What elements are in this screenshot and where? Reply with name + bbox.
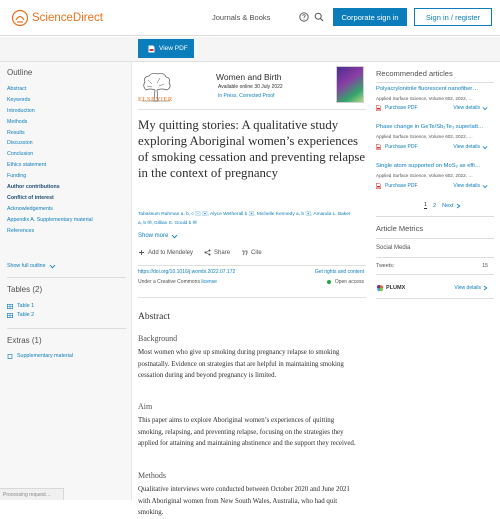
chevron-down-icon (482, 106, 488, 111)
view-details-label: View details (453, 144, 480, 150)
help-icon[interactable] (299, 12, 309, 22)
recommended-heading: Recommended articles (376, 69, 453, 78)
outline-item-abstract[interactable]: Abstract (7, 86, 27, 92)
table-2-link[interactable] (7, 312, 34, 318)
recommended-article-source: Applied Surface Science, Volume 602, 2022, … (376, 134, 473, 139)
chevron-right-icon (456, 203, 461, 209)
header-divider (138, 109, 366, 110)
abstract-divider (138, 297, 366, 298)
open-access-badge (327, 279, 364, 285)
publisher-name: ELSEVIER (138, 96, 173, 103)
purchase-pdf-link[interactable] (376, 183, 418, 189)
plumx-label: PLUMX (386, 285, 406, 291)
open-access-label: Open access (334, 279, 364, 285)
browser-status-bar: Processing request… (0, 488, 64, 500)
article-title: My quitting stories: A qualitative study exploring Aboriginal women’s experiences of smoking cessation and preventing relapse in the context of pregnancy (138, 118, 366, 180)
journals-books-link[interactable]: Journals & Books (212, 13, 271, 22)
license-link[interactable]: license (201, 279, 217, 285)
show-more-label: Show more (138, 233, 169, 239)
outline-sidebar (0, 62, 132, 500)
abstract-heading: Abstract (138, 312, 171, 322)
article-metrics-heading: Article Metrics (376, 224, 424, 233)
metrics-divider-top (376, 216, 494, 217)
view-pdf-button[interactable] (138, 39, 194, 58)
outline-item-ethics[interactable]: Ethics statement (7, 162, 47, 169)
view-details-label: View details (454, 285, 481, 291)
outline-heading: Outline (7, 68, 33, 77)
pdf-icon (376, 183, 381, 189)
metrics-divider (376, 238, 494, 239)
chevron-down-icon (482, 184, 488, 189)
chevron-right-icon (483, 285, 488, 291)
purchase-pdf-link[interactable] (376, 144, 418, 150)
journal-title[interactable]: Women and Birth (216, 72, 282, 82)
plumx-icon (376, 284, 384, 292)
rights-link[interactable]: Get rights and content (314, 269, 364, 275)
show-more-link[interactable] (138, 233, 178, 239)
table-2-label: Table 2 (17, 312, 35, 318)
outline-list (7, 84, 93, 236)
outline-item-conclusion[interactable]: Conclusion (7, 151, 34, 158)
show-full-outline-label: Show full outline (7, 263, 46, 269)
add-to-mendeley-label: Add to Mendeley (148, 249, 194, 256)
page-2-link[interactable]: 2 (433, 202, 437, 209)
supplementary-material-link[interactable] (7, 353, 73, 359)
tweets-label: Tweets: (376, 263, 395, 269)
top-bar (0, 0, 500, 36)
outline-item-methods[interactable]: Methods (7, 118, 28, 125)
next-page-link[interactable]: Next (442, 202, 454, 209)
view-details-label: View details (453, 183, 480, 189)
recommended-article-title[interactable]: Phase change in GeTe/Sb₂Te₃ superlatt… (376, 124, 484, 130)
share-icon (204, 249, 211, 256)
pdf-icon (376, 105, 381, 111)
article-actions (138, 249, 273, 256)
recommended-article-source: Applied Surface Science, Volume 602, 2022, … (376, 173, 473, 178)
outline-item-introduction[interactable]: Introduction (7, 107, 35, 114)
sign-in-register-button[interactable]: Sign in / register (414, 8, 492, 26)
background-text: Most women who give up smoking during pregnancy relapse to smoking postnatally. Evidence on strategies that are helpful in maintaining smoking cessation during and beyond pregnancy is limited. (138, 349, 344, 380)
page-1-link[interactable]: 1 (424, 202, 428, 208)
sciencedirect-logo-icon (12, 10, 28, 26)
cite-label: Cite (251, 249, 262, 256)
purchase-pdf-label: Purchase PDF (385, 183, 418, 189)
table-1-link[interactable] (7, 303, 34, 309)
tables-heading: Tables (2) (7, 285, 43, 294)
view-details-link[interactable] (453, 144, 488, 150)
view-details-label: View details (453, 105, 480, 111)
background-heading: Background (138, 334, 178, 343)
extras-heading: Extras (1) (7, 336, 42, 345)
chevron-down-icon (482, 145, 488, 150)
tables-divider (7, 328, 126, 329)
methods-text: Qualitative interviews were conducted between October 2020 and June 2021 with Aboriginal women from New South Wales, Australia, who had quit smoking. (138, 486, 350, 517)
aim-text: This paper aims to explore Aboriginal women’s experiences of quitting smoking, relapsing, and preventing relapse, focusing on the strategies they applied for attaining and maintaining abstinence and the support they received. (138, 417, 356, 448)
plumx-logo[interactable] (376, 284, 405, 292)
outline-item-acknowledgements[interactable]: Acknowledgements (7, 205, 53, 212)
metrics-divider-bottom (376, 298, 494, 299)
table-1-label: Table 1 (17, 303, 35, 309)
view-pdf-label: View PDF (159, 45, 188, 52)
actions-divider (138, 265, 366, 266)
pdf-icon (148, 45, 155, 53)
brand[interactable] (12, 10, 103, 26)
recommended-pagination (424, 202, 461, 209)
pdf-icon (376, 144, 381, 150)
outline-item-appendix[interactable]: Appendix A. Supplementary material (7, 216, 93, 223)
outline-item-conflict-of-interest[interactable]: Conflict of interest (7, 194, 54, 201)
document-icon (7, 354, 13, 359)
outline-item-discussion[interactable]: Discussion (7, 140, 33, 147)
methods-heading: Methods (138, 471, 166, 480)
purchase-pdf-label: Purchase PDF (385, 144, 418, 150)
doi-link[interactable]: https://doi.org/10.1016/j.wombi.2022.07.172 (138, 269, 236, 275)
view-details-link[interactable] (453, 105, 488, 111)
social-divider (376, 257, 494, 258)
plus-icon (138, 249, 145, 256)
author-list (138, 211, 364, 228)
aim-heading: Aim (138, 402, 153, 411)
metrics-view-details-link[interactable] (454, 285, 488, 291)
recommended-article-source: Applied Surface Science, Volume 602, 2022, … (376, 96, 473, 101)
recommended-article-title[interactable]: Polyacrylonitrile fluorescent nanofiber… (376, 86, 479, 92)
brand-name: ScienceDirect (32, 12, 103, 24)
license-info (138, 279, 217, 285)
recommended-article-title[interactable]: Single atom supported on MoS₂ as effi… (376, 163, 481, 169)
outline-item-results[interactable]: Results (7, 129, 25, 136)
purchase-pdf-label: Purchase PDF (385, 105, 418, 111)
share-button[interactable] (204, 249, 230, 256)
corporate-sign-in-button[interactable]: Corporate sign in (333, 8, 407, 26)
outline-item-author-contributions[interactable]: Author contributions (7, 184, 60, 191)
outline-item-references[interactable]: References (7, 227, 35, 234)
cite-button[interactable] (241, 249, 262, 256)
table-icon (7, 313, 13, 318)
chevron-down-icon (49, 264, 56, 269)
chevron-down-icon (171, 234, 178, 239)
share-label: Share (214, 249, 231, 256)
purchase-pdf-link[interactable] (376, 105, 418, 111)
table-icon (7, 304, 13, 309)
supplementary-material-label: Supplementary material (17, 353, 73, 359)
outline-item-keywords[interactable]: Keywords (7, 96, 31, 103)
article-toolbar (0, 37, 500, 62)
tweets-count: 15 (482, 263, 488, 269)
author-line[interactable]: Tabassum Rahman a, b, c 🖂 ✉, Alyce Wetherall b ✉, Michelle Kennedy a, b ✉, Amanda L. Baker (138, 212, 351, 217)
license-prefix: Under a Creative Commons (138, 279, 200, 285)
show-full-outline-link[interactable] (7, 263, 56, 269)
available-online: Available online 30 July 2022 (218, 84, 283, 90)
tweets-divider (376, 274, 494, 275)
open-access-dot-icon (327, 280, 331, 284)
search-icon[interactable] (314, 12, 324, 22)
view-details-link[interactable] (453, 183, 488, 189)
add-to-mendeley-button[interactable] (138, 249, 193, 256)
outline-divider (7, 277, 126, 278)
journal-cover-image[interactable] (336, 66, 364, 103)
quote-icon (241, 249, 248, 256)
social-media-heading: Social Media (376, 245, 411, 251)
article-status[interactable]: In Press, Corrected Proof (218, 93, 275, 99)
outline-item-funding[interactable]: Funding (7, 173, 27, 180)
recommended-divider (376, 82, 494, 83)
author-line[interactable]: a, b ✉, Gillian S. Gould b ✉ (138, 220, 197, 226)
